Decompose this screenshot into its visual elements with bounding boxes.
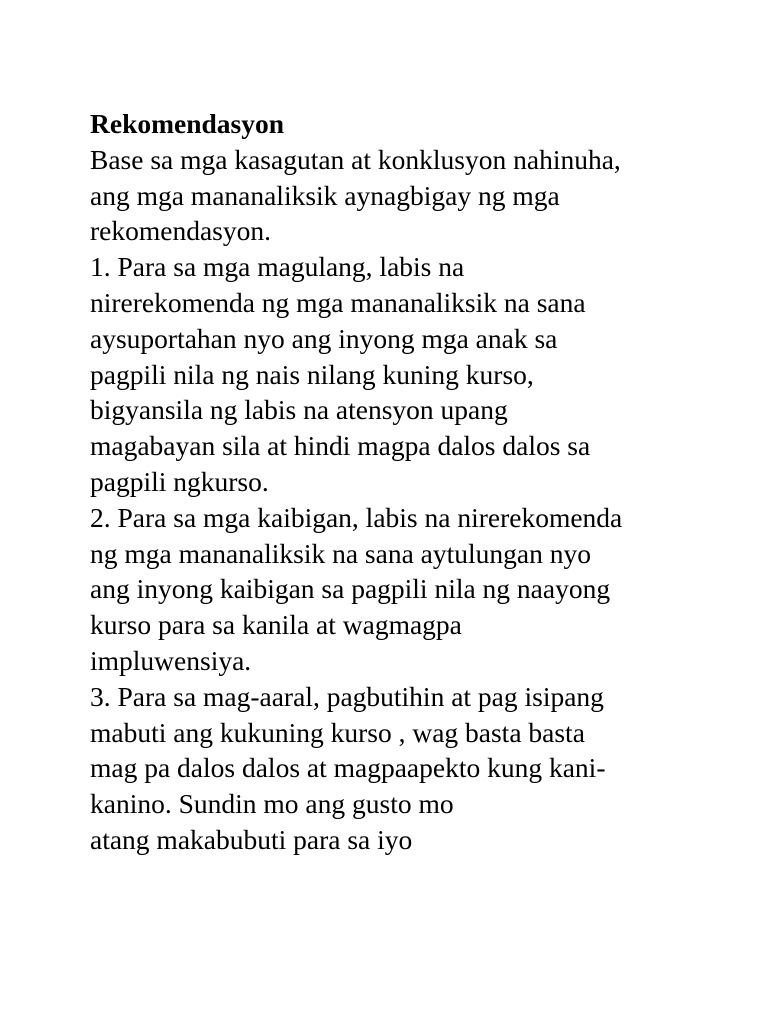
body-line: pagpili nila ng nais nilang kuning kurso, (90, 358, 534, 390)
body-line: nirerekomenda ng mga mananaliksik na sana (90, 286, 586, 318)
body-line: ang mga mananaliksik aynagbigay ng mga (90, 179, 560, 211)
body-line: pagpili ngkurso. (90, 465, 269, 497)
body-line: ang inyong kaibigan sa pagpili nila ng naayong (90, 573, 611, 605)
body-line: Base sa mga kasagutan at konklusyon nahinuha, (90, 143, 621, 175)
body-line: kanino. Sundin mo ang gusto mo (90, 788, 454, 820)
body-line: rekomendasyon. (90, 215, 271, 247)
body-line: mabuti ang kukuning kurso , wag basta basta (90, 716, 585, 748)
body-line: mag pa dalos dalos at magpaapekto kung kani- (90, 752, 606, 784)
document-body (90, 106, 730, 858)
document-heading: Rekomendasyon (90, 108, 285, 139)
body-line: impluwensiya. (90, 644, 252, 676)
body-line: 1. Para sa mga magulang, labis na (90, 251, 465, 283)
body-line: ng mga mananaliksik na sana aytulungan nyo (90, 537, 591, 569)
body-line: aysuportahan nyo ang inyong mga anak sa (90, 322, 558, 354)
body-line: 2. Para sa mga kaibigan, labis na nirerekomenda (90, 501, 623, 533)
body-line: bigyansila ng labis na atensyon upang (90, 394, 508, 426)
body-line: kurso para sa kanila at wagmagpa (90, 609, 462, 641)
body-line: 3. Para sa mag-aaral, pagbutihin at pag isipang (90, 680, 604, 712)
body-line: atang makabubuti para sa iyo (90, 823, 413, 855)
body-line: magabayan sila at hindi magpa dalos dalos sa (90, 430, 591, 462)
